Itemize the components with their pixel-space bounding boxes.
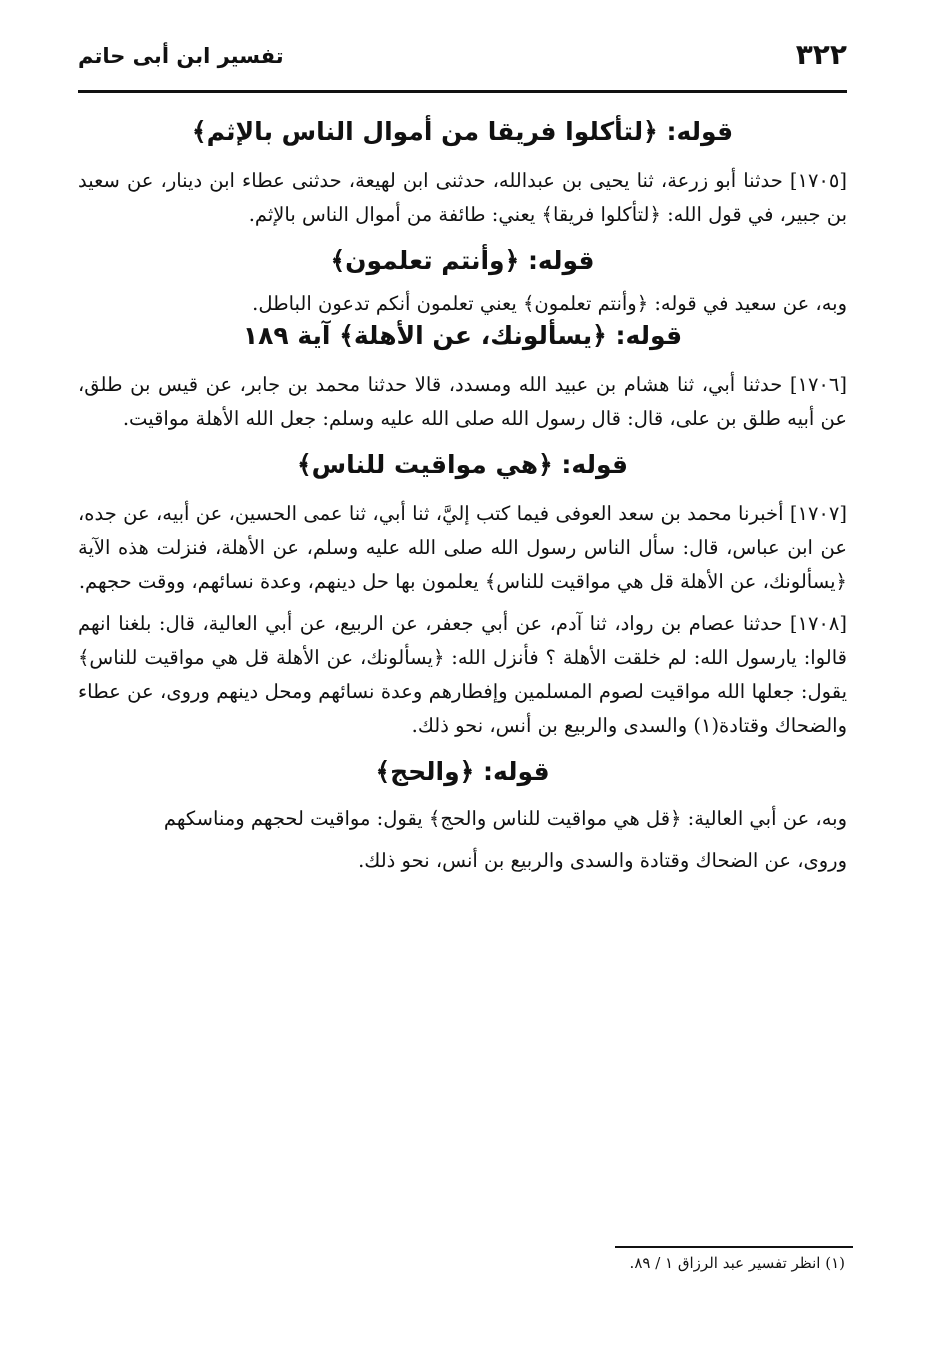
section-heading: قوله: ﴿يسألونك، عن الأهلة﴾ آية ١٨٩	[242, 321, 683, 350]
book-title: تفسير ابن أبى حاتم	[78, 44, 284, 68]
running-header	[78, 32, 847, 93]
section-heading: قوله: ﴿وأنتم تعلمون﴾	[330, 246, 595, 275]
footnote-divider	[615, 1246, 853, 1248]
footnote: (١) انظر تفسير عبد الرزاق ١ / ٨٩.	[629, 1254, 845, 1272]
section-heading: قوله: ﴿والحج﴾	[375, 757, 550, 786]
section-heading: قوله: ﴿هي مواقيت للناس﴾	[296, 450, 629, 479]
section-heading: قوله: ﴿لتأكلوا فريقا من أموال الناس بالإثم﴾	[191, 117, 734, 146]
page	[78, 32, 847, 878]
paragraph: [١٧٠٨] حدثنا عصام بن رواد، ثنا آدم، عن أبي جعفر، عن الربيع، عن أبي العالية، قال: بلغنا انهم قالوا: يارسول الله: لم خلقت الأهلة ؟ فأنزل الله: ﴿يسألونك، عن الأهلة قل هي مواقيت للناس﴾ يقول: جعلها الله مواقيت لصوم المسلمين وإفطارهم وعدة نسائهم ومحل دينهم وروى، عن عطاء والضحاك وقتادة(١) والسدى والربيع بن أنس، نحو ذلك.	[78, 612, 847, 737]
paragraph: [١٧٠٥] حدثنا أبو زرعة، ثنا يحيى بن عبدالله، حدثنى ابن لهيعة، حدثنى عطاء ابن دينار، عن سعيد بن جبير، في قول الله: ﴿لتأكلوا فريقا﴾ يعني: طائفة من أموال الناس بالإثم.	[78, 169, 847, 226]
paragraph: وبه، عن أبي العالية: ﴿قل هي مواقيت للناس والحج﴾ يقول: مواقيت لحجهم ومناسكهم	[163, 807, 847, 830]
paragraph: [١٧٠٧] أخبرنا محمد بن سعد العوفى فيما كتب إليَّ، ثنا أبي، ثنا عمى الحسين، عن أبيه، عن جده، عن ابن عباس، قال: سأل الناس رسول الله صلى الله عليه وسلم، عن الأهلة، فنزلت هذه الآية ﴿يسألونك، عن الأهلة قل هي مواقيت للناس﴾ يعلمون بها حل دينهم، وعدة نسائهم، ووقت حجهم.	[78, 502, 847, 593]
page-number: ٣٢٢	[795, 38, 847, 71]
paragraph: وروى، عن الضحاك وقتادة والسدى والربيع بن أنس، نحو ذلك.	[358, 849, 847, 872]
paragraph: [١٧٠٦] حدثنا أبي، ثنا هشام بن عبيد الله ومسدد، قالا حدثنا محمد بن جابر، عن قيس بن طلق، عن أبيه طلق بن على، قال: قال رسول الله صلى الله عليه وسلم: جعل الله الأهلة مواقيت.	[78, 373, 847, 430]
paragraph: وبه، عن سعيد في قوله: ﴿وأنتم تعلمون﴾ يعني تعلمون أنكم تدعون الباطل.	[252, 292, 847, 315]
